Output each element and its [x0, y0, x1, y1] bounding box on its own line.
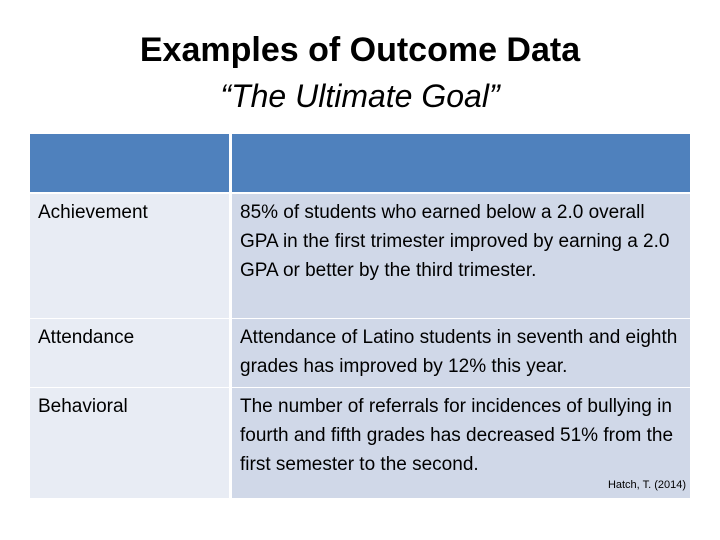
header-cell-description [232, 134, 690, 194]
description-text: The number of referrals for incidences of bullying in fourth and fifth grades has decreased 51% from the first semester to the second. [240, 396, 674, 475]
category-cell: Behavioral [30, 387, 232, 498]
table-row [30, 194, 690, 318]
category-cell: Achievement [30, 194, 232, 318]
description-cell-with-citation [232, 387, 690, 498]
description-cell: 85% of students who earned below a 2.0 overall GPA in the first trimester improved by earning a 2.0 GPA or better by the third trimester. [232, 194, 690, 318]
header-cell-category [30, 134, 232, 194]
category-cell: Attendance [30, 318, 232, 387]
citation: Hatch, T. (2014) [607, 479, 686, 491]
table-header-row [30, 134, 690, 194]
slide-title: Examples of Outcome Data [139, 31, 581, 69]
slide-subtitle: “The Ultimate Goal” [220, 78, 500, 114]
table-row [30, 387, 690, 498]
description-cell: Attendance of Latino students in seventh and eighth grades has improved by 12% this year. [232, 318, 690, 387]
table-row [30, 318, 690, 387]
outcome-data-table [30, 134, 690, 498]
